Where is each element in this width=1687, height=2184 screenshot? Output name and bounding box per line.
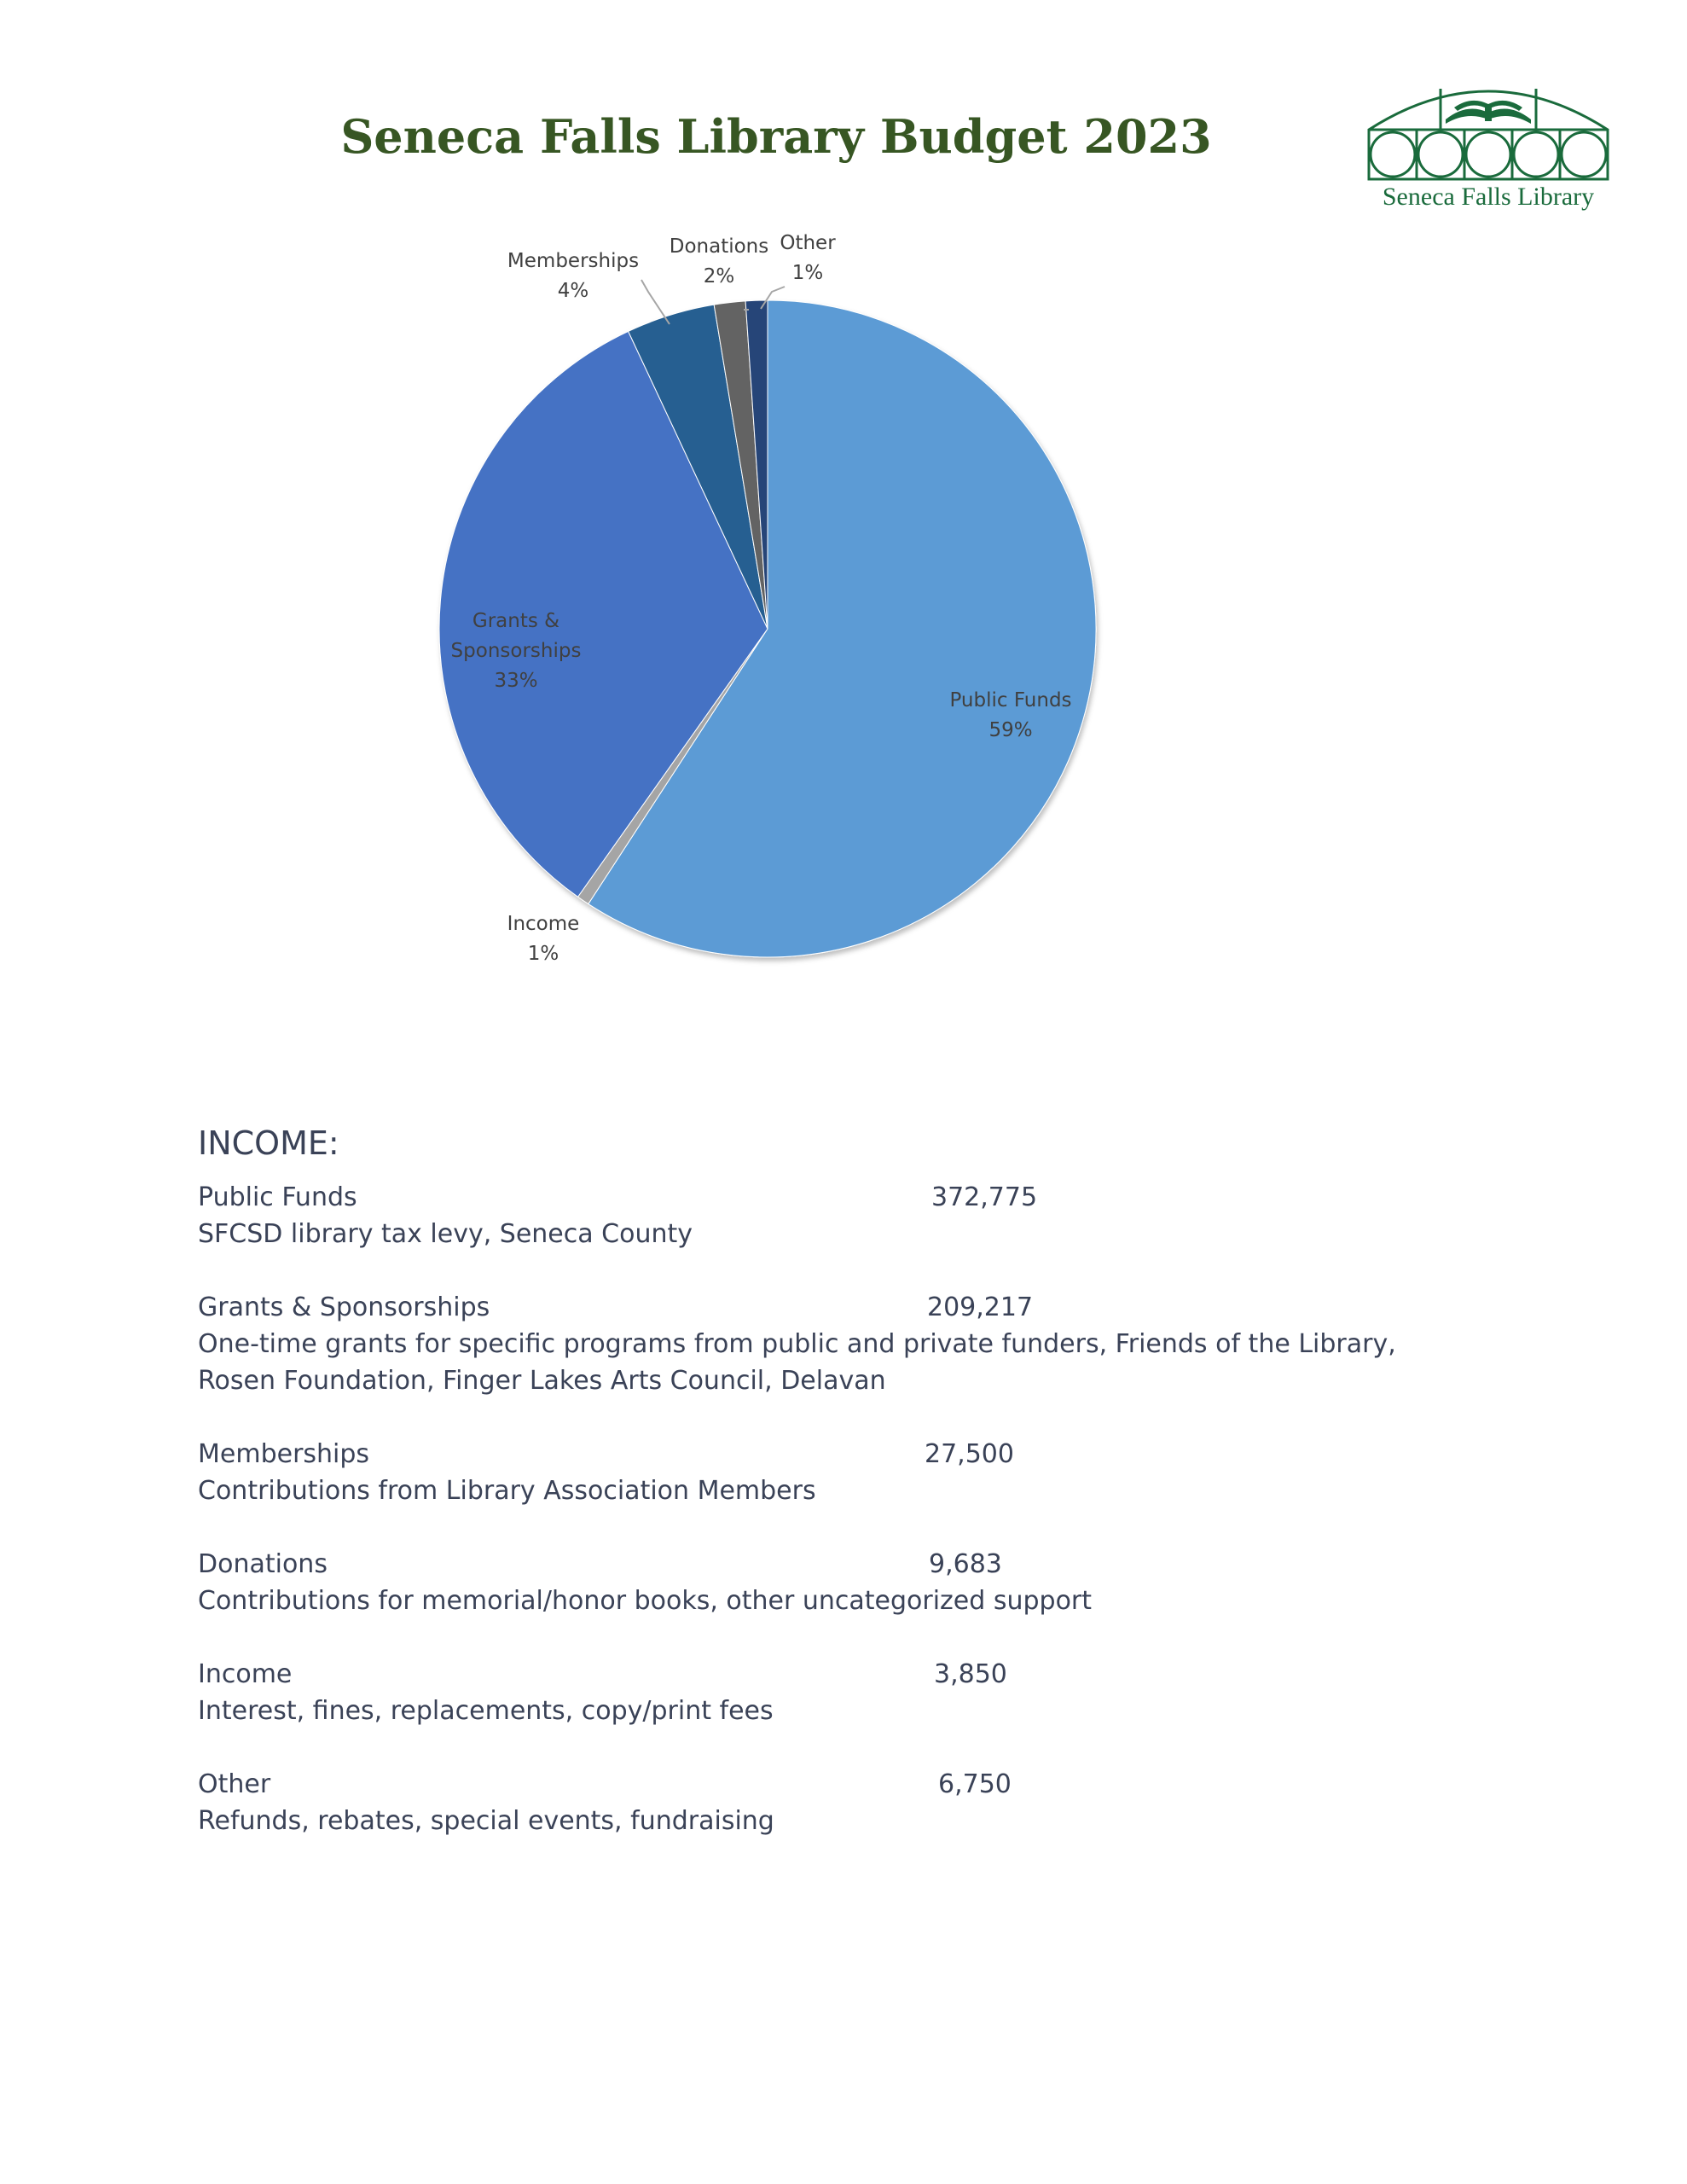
library-logo [1360,70,1616,224]
item-description: Interest, fines, replacements, copy/print fees [198,1696,774,1726]
item-description: Contributions for memorial/honor books, other uncategorized support [198,1586,1093,1616]
data-label-donations: Donations 2% [669,235,769,288]
page-title: Seneca Falls Library Budget 2023 [340,109,1212,164]
income-section [198,1124,1562,1876]
item-description: Contributions from Library Association Members [198,1476,816,1506]
leader-line-memberships [641,280,670,324]
item-description: One-time grants for specific programs from public and private funders, Friends of the Library, Rosen Foundation, Finger Lakes Arts Council, Delavan [198,1329,1396,1396]
item-name: Other [198,1769,271,1799]
data-label-public-funds: Public Funds 59% [949,689,1072,741]
item-name: Public Funds [198,1182,357,1212]
item-name: Donations [198,1549,328,1579]
item-amount: 27,500 [925,1439,1014,1469]
logo-text: Seneca Falls Library [1382,183,1595,211]
data-label-income: Income 1% [507,913,580,965]
income-item-memberships [198,1436,1562,1509]
item-amount: 209,217 [927,1292,1034,1322]
item-amount: 9,683 [929,1549,1002,1579]
item-amount: 6,750 [938,1769,1012,1799]
data-label-other: Other 1% [780,232,836,284]
income-item-grants [198,1289,1562,1399]
item-description: Refunds, rebates, special events, fundraising [198,1806,774,1836]
item-name: Memberships [198,1439,370,1469]
item-amount: 372,775 [931,1182,1038,1212]
data-label-memberships: Memberships 4% [507,250,640,302]
item-name: Grants & Sponsorships [198,1292,490,1322]
item-description: SFCSD library tax levy, Seneca County [198,1219,693,1249]
income-item-other [198,1766,1562,1839]
item-amount: 3,850 [934,1659,1007,1689]
income-item-public-funds [198,1179,1562,1252]
income-heading: INCOME: [198,1124,339,1162]
dome-icon [1360,70,1616,181]
item-name: Income [198,1659,293,1689]
income-item-income [198,1656,1562,1729]
data-label-grants-sponsorships: Grants & Sponsorships 33% [450,610,582,692]
budget-pie-chart [0,213,1687,1024]
income-item-donations [198,1546,1562,1619]
